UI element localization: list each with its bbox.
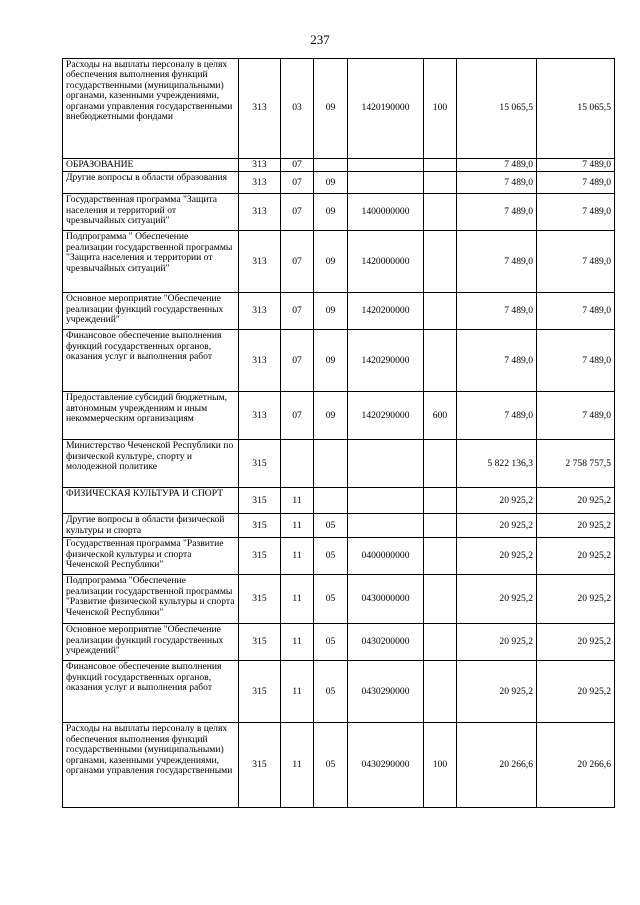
table-body [63,59,615,808]
table-row [63,488,615,514]
row-gr-cell: 313 [239,392,281,440]
row-name-cell: Финансовое обеспечение выполнения функций государственных органов, оказания услуг и выполнения работ [63,661,239,723]
row-csr-cell: 0430200000 [348,624,424,661]
row-name-cell: ФИЗИЧЕСКАЯ КУЛЬТУРА И СПОРТ [63,488,239,514]
row-sum1-cell: 5 822 136,3 [457,440,537,488]
table-row [63,661,615,723]
budget-table [62,58,615,808]
row-rz-cell: 07 [281,159,314,172]
table-row [63,194,615,231]
row-name-cell: Государственная программа "Развитие физической культуры и спорта Чеченской Республики" [63,538,239,575]
row-csr-cell: 1420200000 [348,293,424,330]
row-sum2-cell: 20 925,2 [537,538,615,575]
row-name-cell: Другие вопросы в области образования [63,172,239,194]
row-pr-cell: 05 [314,538,348,575]
row-name-cell: Другие вопросы в области физической культуры и спорта [63,514,239,538]
row-vr-cell [424,159,457,172]
table-row [63,575,615,624]
table-row [63,514,615,538]
row-pr-cell: 05 [314,575,348,624]
row-vr-cell [424,194,457,231]
row-sum1-cell: 7 489,0 [457,194,537,231]
row-sum2-cell: 7 489,0 [537,293,615,330]
row-sum2-cell: 20 925,2 [537,661,615,723]
row-gr-cell: 313 [239,293,281,330]
row-csr-cell [348,172,424,194]
row-rz-cell: 11 [281,538,314,575]
row-gr-cell: 315 [239,538,281,575]
table-row [63,624,615,661]
row-name-cell: Расходы на выплаты персоналу в целях обеспечения выполнения функций государственными (муниципальными) органами, казенными учреждениями, органами управления государственными [63,723,239,808]
row-gr-cell: 315 [239,575,281,624]
row-rz-cell: 07 [281,293,314,330]
table-row [63,723,615,808]
row-sum2-cell: 20 925,2 [537,488,615,514]
row-sum1-cell: 15 065,5 [457,59,537,159]
row-name-cell: Подпрограмма " Обеспечение реализации государственной программы "Защита населения и территории от чрезвычайных ситуаций" [63,231,239,293]
row-pr-cell: 09 [314,330,348,392]
row-csr-cell: 1420290000 [348,330,424,392]
row-vr-cell: 100 [424,59,457,159]
row-sum1-cell: 7 489,0 [457,330,537,392]
row-vr-cell [424,488,457,514]
row-csr-cell [348,159,424,172]
row-sum2-cell: 2 758 757,5 [537,440,615,488]
row-rz-cell: 11 [281,488,314,514]
row-name-cell: Основное мероприятие "Обеспечение реализации функций государственных учреждений" [63,293,239,330]
row-rz-cell: 03 [281,59,314,159]
row-name-cell: ОБРАЗОВАНИЕ [63,159,239,172]
row-csr-cell: 0430290000 [348,661,424,723]
row-vr-cell: 100 [424,723,457,808]
row-vr-cell [424,661,457,723]
row-pr-cell: 09 [314,172,348,194]
row-name-cell: Финансовое обеспечение выполнения функций государственных органов, оказания услуг и выполнения работ [63,330,239,392]
row-sum1-cell: 20 925,2 [457,624,537,661]
row-pr-cell: 09 [314,59,348,159]
row-rz-cell: 11 [281,723,314,808]
table-row [63,159,615,172]
row-gr-cell: 315 [239,624,281,661]
row-rz-cell: 11 [281,514,314,538]
row-rz-cell: 07 [281,194,314,231]
row-sum2-cell: 7 489,0 [537,159,615,172]
row-csr-cell: 1420290000 [348,392,424,440]
row-vr-cell [424,575,457,624]
row-vr-cell [424,231,457,293]
row-sum2-cell: 7 489,0 [537,330,615,392]
row-sum2-cell: 15 065,5 [537,59,615,159]
row-sum1-cell: 7 489,0 [457,159,537,172]
row-rz-cell [281,440,314,488]
row-gr-cell: 313 [239,59,281,159]
row-csr-cell: 0400000000 [348,538,424,575]
row-sum2-cell: 7 489,0 [537,172,615,194]
row-vr-cell [424,624,457,661]
row-vr-cell: 600 [424,392,457,440]
row-pr-cell: 09 [314,392,348,440]
row-sum2-cell: 20 925,2 [537,624,615,661]
row-rz-cell: 07 [281,231,314,293]
row-gr-cell: 315 [239,661,281,723]
row-gr-cell: 313 [239,194,281,231]
table-row [63,231,615,293]
row-csr-cell [348,514,424,538]
row-sum1-cell: 20 925,2 [457,575,537,624]
row-csr-cell: 0430000000 [348,575,424,624]
row-name-cell: Предоставление субсидий бюджетным, автономным учреждениям и иным некоммерческим организациям [63,392,239,440]
row-sum1-cell: 20 925,2 [457,538,537,575]
row-pr-cell: 05 [314,624,348,661]
row-csr-cell: 1420190000 [348,59,424,159]
row-gr-cell: 315 [239,514,281,538]
row-pr-cell [314,440,348,488]
row-csr-cell [348,440,424,488]
row-gr-cell: 315 [239,723,281,808]
row-sum2-cell: 7 489,0 [537,231,615,293]
row-pr-cell: 05 [314,514,348,538]
row-csr-cell: 1400000000 [348,194,424,231]
row-pr-cell: 05 [314,661,348,723]
table-row [63,538,615,575]
table-row [63,392,615,440]
row-rz-cell: 11 [281,624,314,661]
row-sum1-cell: 20 925,2 [457,514,537,538]
row-name-cell: Подпрограмма "Обеспечение реализации государственной программы "Развитие физической культуры и спорта Чеченской Республики" [63,575,239,624]
page-number: 237 [310,32,330,47]
table-row [63,330,615,392]
row-name-cell: Основное мероприятие "Обеспечение реализации функций государственных учреждений" [63,624,239,661]
row-sum2-cell: 20 266,6 [537,723,615,808]
row-gr-cell: 313 [239,231,281,293]
row-sum2-cell: 7 489,0 [537,392,615,440]
row-name-cell: Расходы на выплаты персоналу в целях обеспечения выполнения функций государственными (муниципальными) органами, казенными учреждениями, органами управления государственными внебюджетными фондами [63,59,239,159]
row-csr-cell: 0430290000 [348,723,424,808]
table-row [63,440,615,488]
row-rz-cell: 07 [281,392,314,440]
row-sum1-cell: 20 266,6 [457,723,537,808]
row-pr-cell [314,159,348,172]
row-sum2-cell: 20 925,2 [537,575,615,624]
row-csr-cell [348,488,424,514]
row-sum1-cell: 7 489,0 [457,172,537,194]
row-sum2-cell: 7 489,0 [537,194,615,231]
row-gr-cell: 315 [239,488,281,514]
row-vr-cell [424,293,457,330]
row-vr-cell [424,330,457,392]
row-pr-cell: 09 [314,293,348,330]
table-row [63,59,615,159]
row-vr-cell [424,514,457,538]
row-pr-cell [314,488,348,514]
row-gr-cell: 313 [239,172,281,194]
row-gr-cell: 315 [239,440,281,488]
row-vr-cell [424,538,457,575]
row-rz-cell: 11 [281,661,314,723]
table-row [63,293,615,330]
row-gr-cell: 313 [239,159,281,172]
row-rz-cell: 07 [281,330,314,392]
row-sum1-cell: 7 489,0 [457,231,537,293]
table-row [63,172,615,194]
row-sum1-cell: 20 925,2 [457,488,537,514]
row-gr-cell: 313 [239,330,281,392]
row-sum1-cell: 20 925,2 [457,661,537,723]
row-name-cell: Государственная программа "Защита населения и территорий от чрезвычайных ситуаций" [63,194,239,231]
row-pr-cell: 09 [314,194,348,231]
row-vr-cell [424,440,457,488]
row-sum1-cell: 7 489,0 [457,293,537,330]
row-csr-cell: 1420000000 [348,231,424,293]
row-pr-cell: 05 [314,723,348,808]
row-pr-cell: 09 [314,231,348,293]
row-sum1-cell: 7 489,0 [457,392,537,440]
row-rz-cell: 07 [281,172,314,194]
row-vr-cell [424,172,457,194]
row-sum2-cell: 20 925,2 [537,514,615,538]
row-rz-cell: 11 [281,575,314,624]
row-name-cell: Министерство Чеченской Республики по физической культуре, спорту и молодежной политике [63,440,239,488]
